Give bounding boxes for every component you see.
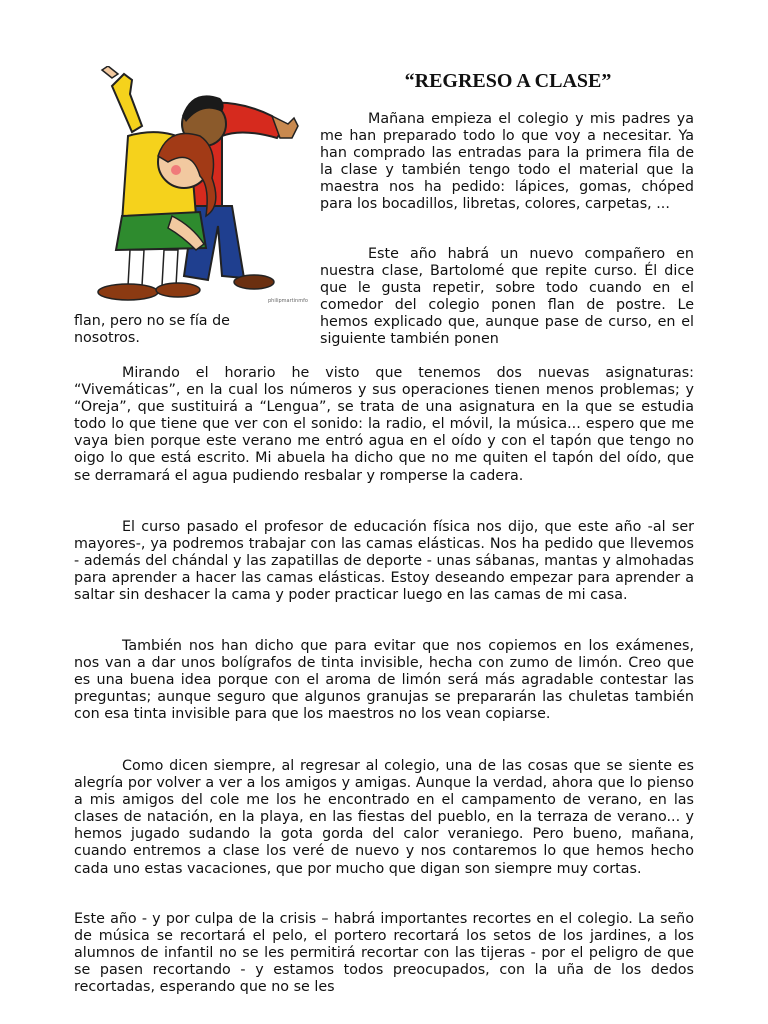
- paragraph-text: El curso pasado el profesor de educación física nos dijo, que este año -al ser mayores-, ya podremos trabajar con las camas elásticas. Nos ha pedido que llevemos - además del chándal y las zapatillas de deporte - unas sábanas, mantas y almohadas para aprender a hacer las camas elásticas. Estoy deseando empezar para aprender a saltar sin deshacer la cama y poder practicar luego en las camas de mi casa.: [74, 519, 694, 604]
- boy-figure: [182, 95, 298, 289]
- paragraph-text: Mañana empieza el colegio y mis padres ya me han preparado todo lo que voy a necesitar. Ya han comprado las entradas para la primera fila de la clase y también tengo todo el material que la maestra nos ha pedido: lápices, gomas, chóped para los bocadillos, libretas, colores, carpetas, ...: [320, 111, 694, 213]
- paragraph-text: Este año habrá un nuevo compañero en nuestra clase, Bartolomé que repite curso. Él dice que le gusta repetir, sobre todo cuando en el comedor del colegio ponen flan de postre. Le hemos explicado que, aunque pase de curso, en el siguiente también ponen: [320, 246, 694, 348]
- image-credit: philipmartinmfo: [268, 298, 308, 304]
- paragraph-7: [74, 911, 694, 996]
- paragraph-1: [320, 111, 694, 214]
- paragraph-text: flan, pero no se fía de nosotros.: [74, 313, 230, 347]
- paragraph-text: Mirando el horario he visto que tenemos dos nuevas asignaturas: “Vivemáticas”, en la cual los números y sus operaciones tienen menos problemas; y “Oreja”, que sustituirá a “Lengua”, se trata de una asignatura en la que se estudia todo lo que tiene que ver con el sonido: la radio, el móvil, la música... espero que me vaya bien porque este verano me entró agua en el oído y con el tapón que tengo no oigo lo que está escrito. Mi abuela ha dicho que no me quiten el tapón del oído, que se derramará el agua pudiendo resbalar y romperse la cadera.: [74, 365, 694, 484]
- paragraph-6: [74, 758, 694, 878]
- paragraph-5: [74, 638, 694, 723]
- paragraph-text: También nos han dicho que para evitar que nos copiemos en los exámenes, nos van a dar unos bolígrafos de tinta invisible, hecha con zumo de limón. Creo que es una buena idea porque con el aroma de limón será más agradable contestar las preguntas; aunque seguro que algunos granujas se prepararán las chuletas también con esa tinta invisible para que los maestros no los vean copiarse.: [74, 638, 694, 723]
- children-hugging-illustration: [72, 66, 312, 312]
- document-title: “REGRESO A CLASE”: [404, 70, 612, 92]
- paragraph-text: Este año - y por culpa de la crisis – habrá importantes recortes en el colegio. La seño de música se recortará el pelo, el portero recortará los setos de los jardines, a los alumnos de infantil no se les permitirá recortar con las tijeras - por el peligro de que se pasen recortando - y estamos todos preocupados, con la uña de los dedos recortadas, esperando que no se les: [74, 911, 694, 996]
- paragraph-text: Como dicen siempre, al regresar al colegio, una de las cosas que se siente es alegría por volver a ver a los amigos y amigas. Aunque la verdad, ahora que lo pienso a mis amigos del cole me los he encontrado en el campamento de verano, en las clases de natación, en la playa, en las fiestas del pueblo, en la terraza de verano... y hemos jugado sudando la gota gorda del calor veraniego. Pero bueno, mañana, cuando entremos a clase los veré de nuevo y nos contaremos lo que hemos hecho cada uno estas vacaciones, que por mucho que digan son siempre muy cortas.: [74, 758, 694, 877]
- paragraph-3: [74, 365, 694, 485]
- paragraph-4: [74, 519, 694, 604]
- paragraph-2: [320, 246, 694, 349]
- paragraph-2-continuation: [74, 313, 274, 347]
